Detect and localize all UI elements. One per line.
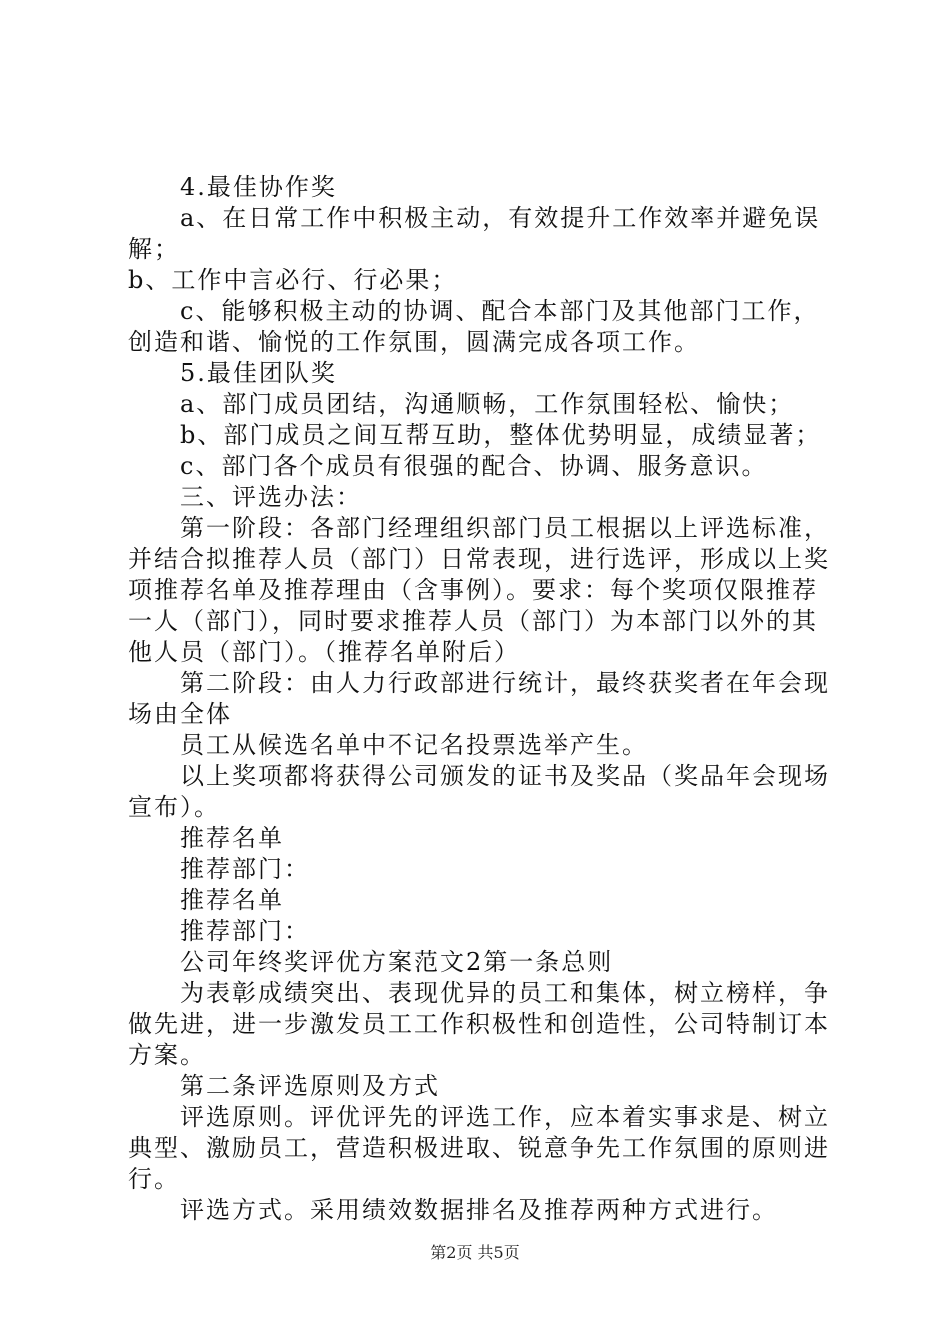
section-title: 公司年终奖评优方案范文2第一条总则 [180,948,614,976]
paragraph: 员工从候选名单中不记名投票选举产生。 [180,731,648,759]
recommending-department-label: 推荐部门： [180,917,310,945]
paragraph: 以上奖项都将获得公司颁发的证书及奖品（奖品年会现场宣布）。 [128,762,830,821]
paragraph: 第二阶段：由人力行政部进行统计，最终获奖者在年会现场由全体 [128,669,830,728]
paragraph: 评选方式。采用绩效数据排名及推荐两种方式进行。 [180,1196,778,1224]
paragraph: 评选原则。评优评先的评选工作，应本着实事求是、树立典型、激励员工，营造积极进取、锐意争先工作氛围的原则进行。 [128,1103,830,1193]
paragraph: c、部门各个成员有很强的配合、协调、服务意识。 [180,452,768,480]
paragraph: c、能够积极主动的协调、配合本部门及其他部门工作，创造和谐、愉悦的工作氛围，圆满完成各项工作。 [128,297,820,356]
paragraph: 第一阶段：各部门经理组织部门员工根据以上评选标准，并结合拟推荐人员（部门）日常表现，进行选评，形成以上奖项推荐名单及推荐理由（含事例）。要求：每个奖项仅限推荐一人（部门），同时要求推荐人员（部门）为本部门以外的其他人员（部门）。（推荐名单附后） [128,514,830,666]
paragraph: b、工作中言必行、行必果； [128,266,458,294]
heading-article-two: 第二条评选原则及方式 [180,1072,440,1100]
heading-best-collaboration: 4.最佳协作奖 [180,173,337,201]
document-body [128,172,836,1226]
recommendation-list-label: 推荐名单 [180,886,284,914]
paragraph: b、部门成员之间互帮互助，整体优势明显，成绩显著； [180,421,822,449]
page-number: 第2页 共5页 [430,1243,520,1262]
recommending-department-label: 推荐部门： [180,855,310,883]
paragraph: a、在日常工作中积极主动，有效提升工作效率并避免误解； [128,204,821,263]
paragraph: a、部门成员团结，沟通顺畅，工作氛围轻松、愉快； [180,390,795,418]
heading-selection-method: 三、评选办法： [180,483,362,511]
paragraph: 为表彰成绩突出、表现优异的员工和集体，树立榜样，争做先进，进一步激发员工工作积极性和创造性，公司特制订本方案。 [128,979,830,1069]
recommendation-list-label: 推荐名单 [180,824,284,852]
heading-best-team: 5.最佳团队奖 [180,359,337,387]
